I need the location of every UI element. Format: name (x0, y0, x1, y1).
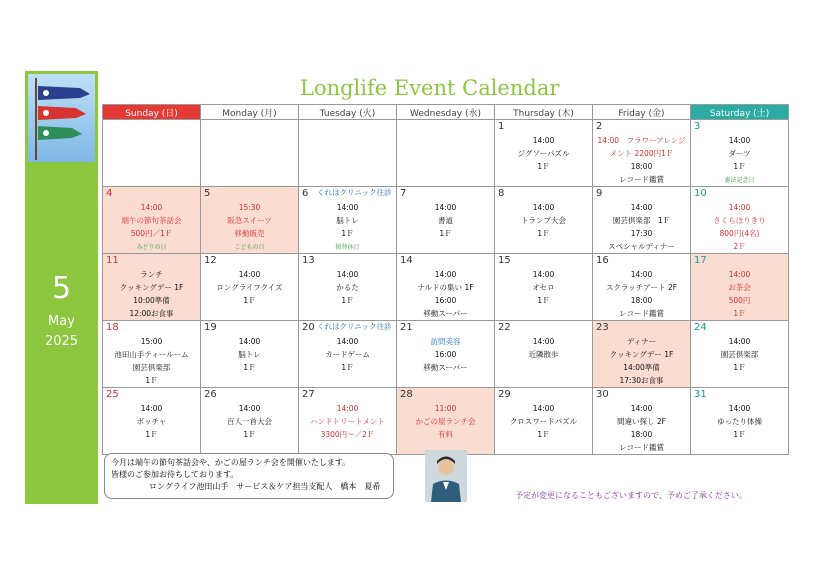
event-line: 2Ｆ (733, 242, 746, 251)
day-number: 2 (596, 121, 603, 132)
event-lines (201, 268, 298, 307)
calendar-body (103, 120, 789, 455)
day-number: 13 (302, 255, 315, 266)
day-cell (201, 321, 299, 388)
event-line: 1Ｆ (537, 430, 550, 439)
event-lines (593, 201, 690, 253)
day-cell (495, 187, 593, 254)
event-lines (299, 402, 396, 441)
event-line: 移動販売 (234, 229, 265, 238)
day-cell (201, 388, 299, 455)
event-line: 脳トレ (238, 350, 261, 359)
event-line: 10:00準備 (133, 296, 170, 305)
event-lines (495, 402, 592, 441)
day-cell (103, 120, 201, 187)
event-line: 1Ｆ (439, 229, 452, 238)
day-number: 16 (596, 255, 609, 266)
header-saturday: Saturday (土) (691, 105, 789, 120)
event-line: かごの屋ランチ会 (415, 417, 476, 426)
day-cell (201, 120, 299, 187)
event-line: 18:00 (630, 430, 653, 439)
day-number: 7 (400, 188, 407, 199)
week-row (103, 187, 789, 254)
event-line: 1Ｆ (733, 363, 746, 372)
event-line: 15:00 (140, 337, 163, 346)
event-line: 14:00 (728, 203, 751, 212)
event-line: クッキングデー 1F (119, 283, 184, 292)
day-cell (397, 321, 495, 388)
calendar-grid (102, 104, 789, 455)
month-name: May (48, 314, 75, 329)
event-line: 書道 (438, 216, 453, 225)
day-number: 6 (302, 188, 309, 199)
day-cell (495, 120, 593, 187)
day-cell (299, 187, 397, 254)
event-line: ボッチャ (136, 417, 167, 426)
event-line: 3300円～／2Ｆ (320, 430, 375, 439)
day-cell (495, 254, 593, 321)
day-cell (397, 254, 495, 321)
event-lines (495, 134, 592, 173)
event-line: ナルドの集い 1F (417, 283, 474, 292)
day-number: 10 (694, 188, 707, 199)
event-lines (397, 335, 494, 374)
day-number: 30 (596, 389, 609, 400)
event-line: ジグソーパズル (517, 149, 570, 158)
event-lines (691, 134, 788, 173)
event-lines (593, 268, 690, 320)
event-lines (593, 402, 690, 454)
event-line: クッキングデー 1F (609, 350, 674, 359)
header-sunday: Sunday (日) (103, 105, 201, 120)
event-line: 14:00 (434, 270, 457, 279)
event-lines (495, 201, 592, 240)
event-line: ディナー (626, 337, 657, 346)
day-cell (691, 321, 789, 388)
event-line: 11:00 (434, 404, 457, 413)
clinic-visit-note: くれはクリニック往診 (317, 188, 392, 197)
event-lines (495, 335, 592, 361)
event-line: 14:00 (630, 203, 653, 212)
day-cell (299, 321, 397, 388)
week-row (103, 254, 789, 321)
staff-photo (425, 450, 467, 502)
event-line: 1Ｆ (537, 296, 550, 305)
event-line: 14:00 (532, 404, 555, 413)
day-number: 27 (302, 389, 315, 400)
day-cell (103, 321, 201, 388)
day-number: 24 (694, 322, 707, 333)
event-line: 14:00 (532, 337, 555, 346)
event-line: メント 2200円1Ｆ (609, 149, 674, 158)
event-lines (691, 402, 788, 441)
event-lines (103, 201, 200, 240)
day-cell (593, 120, 691, 187)
event-line: 1Ｆ (341, 229, 354, 238)
event-line: カードゲーム (325, 350, 370, 359)
clinic-visit-note: くれはクリニック往診 (317, 322, 392, 331)
event-line: 訪問美容 (430, 337, 461, 346)
day-number: 21 (400, 322, 413, 333)
day-number: 26 (204, 389, 217, 400)
week-row (103, 120, 789, 187)
event-line: 16:00 (434, 296, 457, 305)
holiday-label: 憲法記念日 (724, 177, 755, 184)
day-number: 12 (204, 255, 217, 266)
event-lines (299, 201, 396, 240)
event-line: 18:00 (630, 296, 653, 305)
event-lines (397, 268, 494, 320)
day-number: 31 (694, 389, 707, 400)
day-cell (691, 120, 789, 187)
day-cell (299, 254, 397, 321)
event-line: かるた (336, 283, 359, 292)
page-title: Longlife Event Calendar (300, 76, 560, 100)
event-lines (103, 268, 200, 320)
event-lines (299, 268, 396, 307)
day-number: 22 (498, 322, 511, 333)
event-line: 14:00 (728, 136, 751, 145)
event-line: 14:00 (434, 203, 457, 212)
event-line: 1Ｆ (341, 296, 354, 305)
day-cell (103, 388, 201, 455)
event-line: 1Ｆ (537, 229, 550, 238)
day-number: 28 (400, 389, 413, 400)
day-number: 9 (596, 188, 603, 199)
day-number: 11 (106, 255, 119, 266)
day-cell (103, 254, 201, 321)
holiday-label: みどりの日 (136, 244, 167, 251)
month-sidebar (25, 71, 98, 504)
event-lines (593, 134, 690, 186)
event-line: 1Ｆ (145, 376, 158, 385)
event-line: さくらほりきり (713, 216, 766, 225)
event-line: トランプ大会 (521, 216, 566, 225)
event-line: スクラッチアート 2F (605, 283, 678, 292)
week-row (103, 321, 789, 388)
event-line: 1Ｆ (733, 309, 746, 318)
day-number: 23 (596, 322, 609, 333)
day-cell (691, 254, 789, 321)
event-line: 14:00 (630, 270, 653, 279)
day-number: 20 (302, 322, 315, 333)
schedule-change-notice: 予定が変更になることもございますので、予めご了承ください。 (515, 491, 747, 500)
event-lines (593, 335, 690, 387)
message-box (104, 453, 394, 499)
event-lines (495, 268, 592, 307)
holiday-label: こどもの日 (234, 244, 265, 251)
day-number: 1 (498, 121, 505, 132)
event-line: 16:00 (434, 350, 457, 359)
event-lines (691, 268, 788, 320)
event-line: 14:00 フラワーアレンジ (597, 136, 686, 145)
header-wednesday: Wednesday (水) (397, 105, 495, 120)
day-cell (593, 321, 691, 388)
day-cell (495, 321, 593, 388)
event-line: 14:00 (630, 404, 653, 413)
event-line: ランチ (140, 270, 163, 279)
day-cell (593, 187, 691, 254)
event-line: クロスワードパズル (509, 417, 578, 426)
day-number: 14 (400, 255, 413, 266)
header-monday: Monday (月) (201, 105, 299, 120)
event-line: ゆったり体操 (717, 417, 762, 426)
event-lines (299, 335, 396, 374)
event-line: 14:00 (532, 203, 555, 212)
message-signature: ロングライフ池田山手 サービス＆ケア担当支配人 橋本 夏希 (149, 482, 381, 491)
day-number: 15 (498, 255, 511, 266)
event-line: 14:00 (238, 337, 261, 346)
day-number: 29 (498, 389, 511, 400)
event-line: 1Ｆ (145, 430, 158, 439)
day-cell (103, 187, 201, 254)
event-line: 園芸倶楽部 (720, 350, 759, 359)
event-line: 14:00 (728, 404, 751, 413)
event-line: 14:00 (336, 404, 359, 413)
event-line: 14:00 (238, 404, 261, 413)
event-line: 端午の節句茶話会 (121, 216, 182, 225)
month-number: 5 (51, 271, 72, 306)
event-lines (201, 402, 298, 441)
event-line: 14:00 (728, 337, 751, 346)
event-line: 14:00 (336, 270, 359, 279)
event-line: スペシャルディナー (608, 242, 675, 251)
event-line: 間違い探し 2F (617, 417, 666, 426)
event-line: 14:00 (532, 270, 555, 279)
event-line: 15:30 (238, 203, 261, 212)
day-cell (691, 388, 789, 455)
event-line: 1Ｆ (733, 430, 746, 439)
header-thursday: Thursday (木) (495, 105, 593, 120)
header-tuesday: Tuesday (火) (299, 105, 397, 120)
event-line: 近隣散歩 (528, 350, 559, 359)
day-cell (397, 388, 495, 455)
holiday-label: 振替休日 (335, 244, 360, 251)
event-line: 1Ｆ (537, 162, 550, 171)
event-line: 脳トレ (336, 216, 359, 225)
event-line: 移動スーパー (423, 363, 468, 372)
event-line: 500円／1Ｆ (130, 229, 173, 238)
event-line: 14:00 (336, 337, 359, 346)
day-number: 19 (204, 322, 217, 333)
day-cell (593, 254, 691, 321)
day-number: 25 (106, 389, 119, 400)
event-line: 17:30お食事 (619, 376, 664, 385)
event-line: ハンドトリートメント (310, 417, 385, 426)
event-line: 阪急スイーツ (227, 216, 272, 225)
event-line: 1Ｆ (243, 296, 256, 305)
event-line: レコード鑑賞 (619, 175, 664, 184)
event-lines (397, 402, 494, 441)
event-line: 百人一首大会 (227, 417, 272, 426)
event-line: 14:00 (336, 203, 359, 212)
event-lines (201, 335, 298, 374)
event-lines (103, 335, 200, 387)
event-line: 17:30 (630, 229, 653, 238)
weekday-header-row (103, 105, 789, 120)
message-line-1: 今月は端午の節句茶話会や、かごの屋ランチ会を開催いたします。 (111, 458, 351, 467)
event-lines (103, 402, 200, 441)
day-cell (299, 120, 397, 187)
event-line: 1Ｆ (341, 363, 354, 372)
event-line: 18:00 (630, 162, 653, 171)
day-cell (397, 120, 495, 187)
event-line: 12:00お食事 (129, 309, 174, 318)
event-line: 1Ｆ (733, 162, 746, 171)
event-line: 園芸倶楽部 (132, 363, 171, 372)
day-cell (495, 388, 593, 455)
event-lines (691, 335, 788, 374)
event-line: 池田山手ティールーム (114, 350, 189, 359)
day-number: 17 (694, 255, 707, 266)
day-number: 8 (498, 188, 505, 199)
event-line: 800円(4名) (719, 229, 760, 238)
day-cell (201, 187, 299, 254)
event-line: 14:00 (140, 404, 163, 413)
day-cell (593, 388, 691, 455)
event-lines (397, 201, 494, 240)
koinobori-picture (28, 74, 95, 162)
event-line: 14:00 (532, 136, 555, 145)
event-line: 14:00 (140, 203, 163, 212)
event-line: 有料 (438, 430, 453, 439)
day-number: 5 (204, 188, 211, 199)
event-line: 14:00準備 (623, 363, 660, 372)
event-line: 500円 (728, 296, 751, 305)
event-line: 1Ｆ (243, 430, 256, 439)
event-line: ダーツ (728, 149, 751, 158)
event-line: レコード鑑賞 (619, 309, 664, 318)
message-line-2: 皆様のご参加お待ちしております。 (111, 470, 239, 479)
event-line: ロングライフクイズ (216, 283, 283, 292)
event-line: 移動スーパー (423, 309, 468, 318)
header-friday: Friday (金) (593, 105, 691, 120)
event-lines (201, 201, 298, 240)
day-cell (299, 388, 397, 455)
event-lines (691, 201, 788, 253)
event-line: 14:00 (238, 270, 261, 279)
day-number: 18 (106, 322, 119, 333)
week-row (103, 388, 789, 455)
day-cell (397, 187, 495, 254)
day-number: 4 (106, 188, 113, 199)
event-line: レコード鑑賞 (619, 443, 664, 452)
event-line: 園芸倶楽部 1Ｆ (612, 216, 671, 225)
day-cell (691, 187, 789, 254)
year: 2025 (44, 334, 79, 349)
event-line: 14:00 (728, 270, 751, 279)
event-line: 1Ｆ (243, 363, 256, 372)
event-line: オセロ (532, 283, 555, 292)
day-number: 3 (694, 121, 701, 132)
event-line: お茶会 (728, 283, 751, 292)
day-cell (201, 254, 299, 321)
